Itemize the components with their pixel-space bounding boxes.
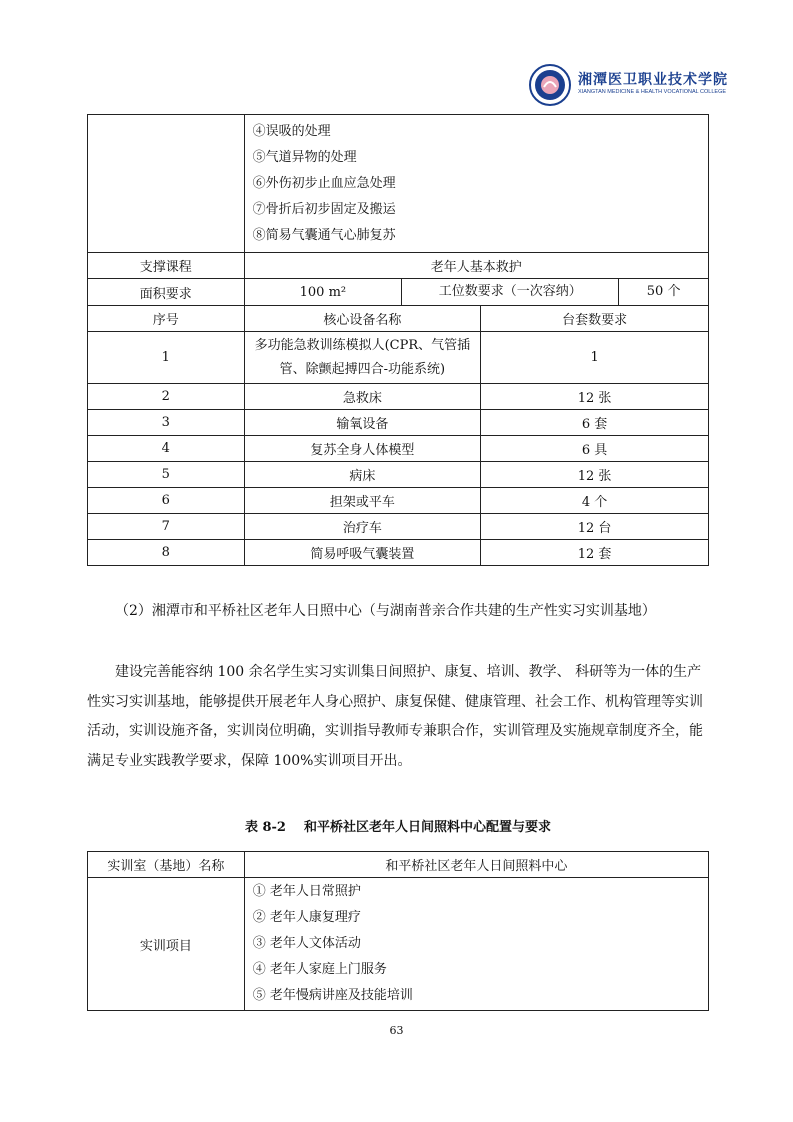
section-title <box>87 597 709 627</box>
training-items-cell <box>244 115 708 253</box>
table-row <box>88 253 709 279</box>
table-row <box>88 462 709 488</box>
project-item: ③ 老年人文体活动 <box>252 936 361 951</box>
row-device: 简易呼吸气囊装置 <box>244 540 481 566</box>
college-emblem-icon <box>528 63 572 107</box>
body-paragraph: 建设完善能容纳 100 余名学生实习实训集日间照护、康复、培训、教学、 科研等为一体的生产性实习实训基地，能够提供开展老年人身心照护、康复保健、健康管理、社会工作、机构管理等实训活动，实训设施齐备，实训岗位明确，实训指导教师专兼职合作，实训管理及实施规章制度齐全，能满足专业实践教学要求，保障 100%实训项目开出。 <box>87 664 703 769</box>
col-no-header: 序号 <box>88 306 245 332</box>
area-label: 面积要求 <box>88 279 245 306</box>
station-cell <box>402 279 709 306</box>
row-no: 4 <box>88 436 245 462</box>
support-label: 支撑课程 <box>88 253 245 279</box>
project-item: ⑤ 老年慢病讲座及技能培训 <box>252 988 413 1003</box>
support-value: 老年人基本救护 <box>244 253 708 279</box>
station-label: 工位数要求（一次容纳） <box>402 279 619 305</box>
table-row <box>88 410 709 436</box>
table-row <box>88 384 709 410</box>
training-item: ⑧简易气囊通气心肺复苏 <box>252 227 396 243</box>
table-row <box>88 488 709 514</box>
col-count-header: 台套数要求 <box>481 306 709 332</box>
page-number: 63 <box>389 1024 404 1037</box>
row-count: 12 台 <box>481 514 709 540</box>
col-device-header: 核心设备名称 <box>244 306 481 332</box>
table-row <box>88 279 709 306</box>
logo-cn: 湘潭医卫职业技术学院 <box>578 72 728 88</box>
empty-cell <box>88 115 245 253</box>
table-row <box>88 514 709 540</box>
training-item: ④误吸的处理 <box>252 123 331 139</box>
college-logo <box>528 63 728 107</box>
project-list-cell <box>244 878 708 1011</box>
training-item: ⑤气道异物的处理 <box>252 149 357 165</box>
project-item: ② 老年人康复理疗 <box>252 910 361 925</box>
row-device: 多功能急救训练模拟人(CPR、气管插管、除颤起搏四合-功能系统) <box>244 332 481 384</box>
table-row <box>88 332 709 384</box>
row-no: 7 <box>88 514 245 540</box>
equipment-table <box>87 114 709 566</box>
station-value: 50 个 <box>646 284 681 299</box>
row-no: 8 <box>88 540 245 566</box>
table-row <box>88 540 709 566</box>
row-count: 6 具 <box>481 436 709 462</box>
row-device: 治疗车 <box>244 514 481 540</box>
area-value: 100 m² <box>244 279 402 306</box>
project-item: ④ 老年人家庭上门服务 <box>252 962 387 977</box>
row-no: 1 <box>88 332 245 384</box>
table-caption: 表 8-2 和平桥社区老年人日间照料中心配置与要求 <box>244 820 552 835</box>
table-row <box>88 436 709 462</box>
row-count: 1 <box>481 332 709 384</box>
section-title-text: （2）湘潭市和平桥社区老年人日照中心（与湖南普亲合作共建的生产性实习实训基地） <box>115 603 656 619</box>
row-no: 2 <box>88 384 245 410</box>
row-count: 12 套 <box>481 540 709 566</box>
name-value: 和平桥社区老年人日间照料中心 <box>244 852 708 878</box>
table-row <box>88 306 709 332</box>
row-count: 12 张 <box>481 384 709 410</box>
logo-en: XIANGTAN MEDICINE & HEALTH VOCATIONAL COLLEGE <box>578 89 727 95</box>
table-row <box>88 878 709 1011</box>
name-label: 实训室（基地）名称 <box>88 852 245 878</box>
row-no: 6 <box>88 488 245 514</box>
row-count: 12 张 <box>481 462 709 488</box>
training-item: ⑦骨折后初步固定及搬运 <box>252 201 396 217</box>
row-count: 4 个 <box>481 488 709 514</box>
row-device: 输氧设备 <box>244 410 481 436</box>
row-device: 急救床 <box>244 384 481 410</box>
row-device: 复苏全身人体模型 <box>244 436 481 462</box>
row-no: 5 <box>88 462 245 488</box>
table-row <box>88 852 709 878</box>
project-label: 实训项目 <box>88 878 245 1011</box>
row-count: 6 套 <box>481 410 709 436</box>
training-item: ⑥外伤初步止血应急处理 <box>252 175 396 191</box>
row-device: 担架或平车 <box>244 488 481 514</box>
day-care-table <box>87 851 709 1011</box>
row-no: 3 <box>88 410 245 436</box>
project-item: ① 老年人日常照护 <box>252 884 361 899</box>
row-device: 病床 <box>244 462 481 488</box>
table-row <box>88 115 709 253</box>
